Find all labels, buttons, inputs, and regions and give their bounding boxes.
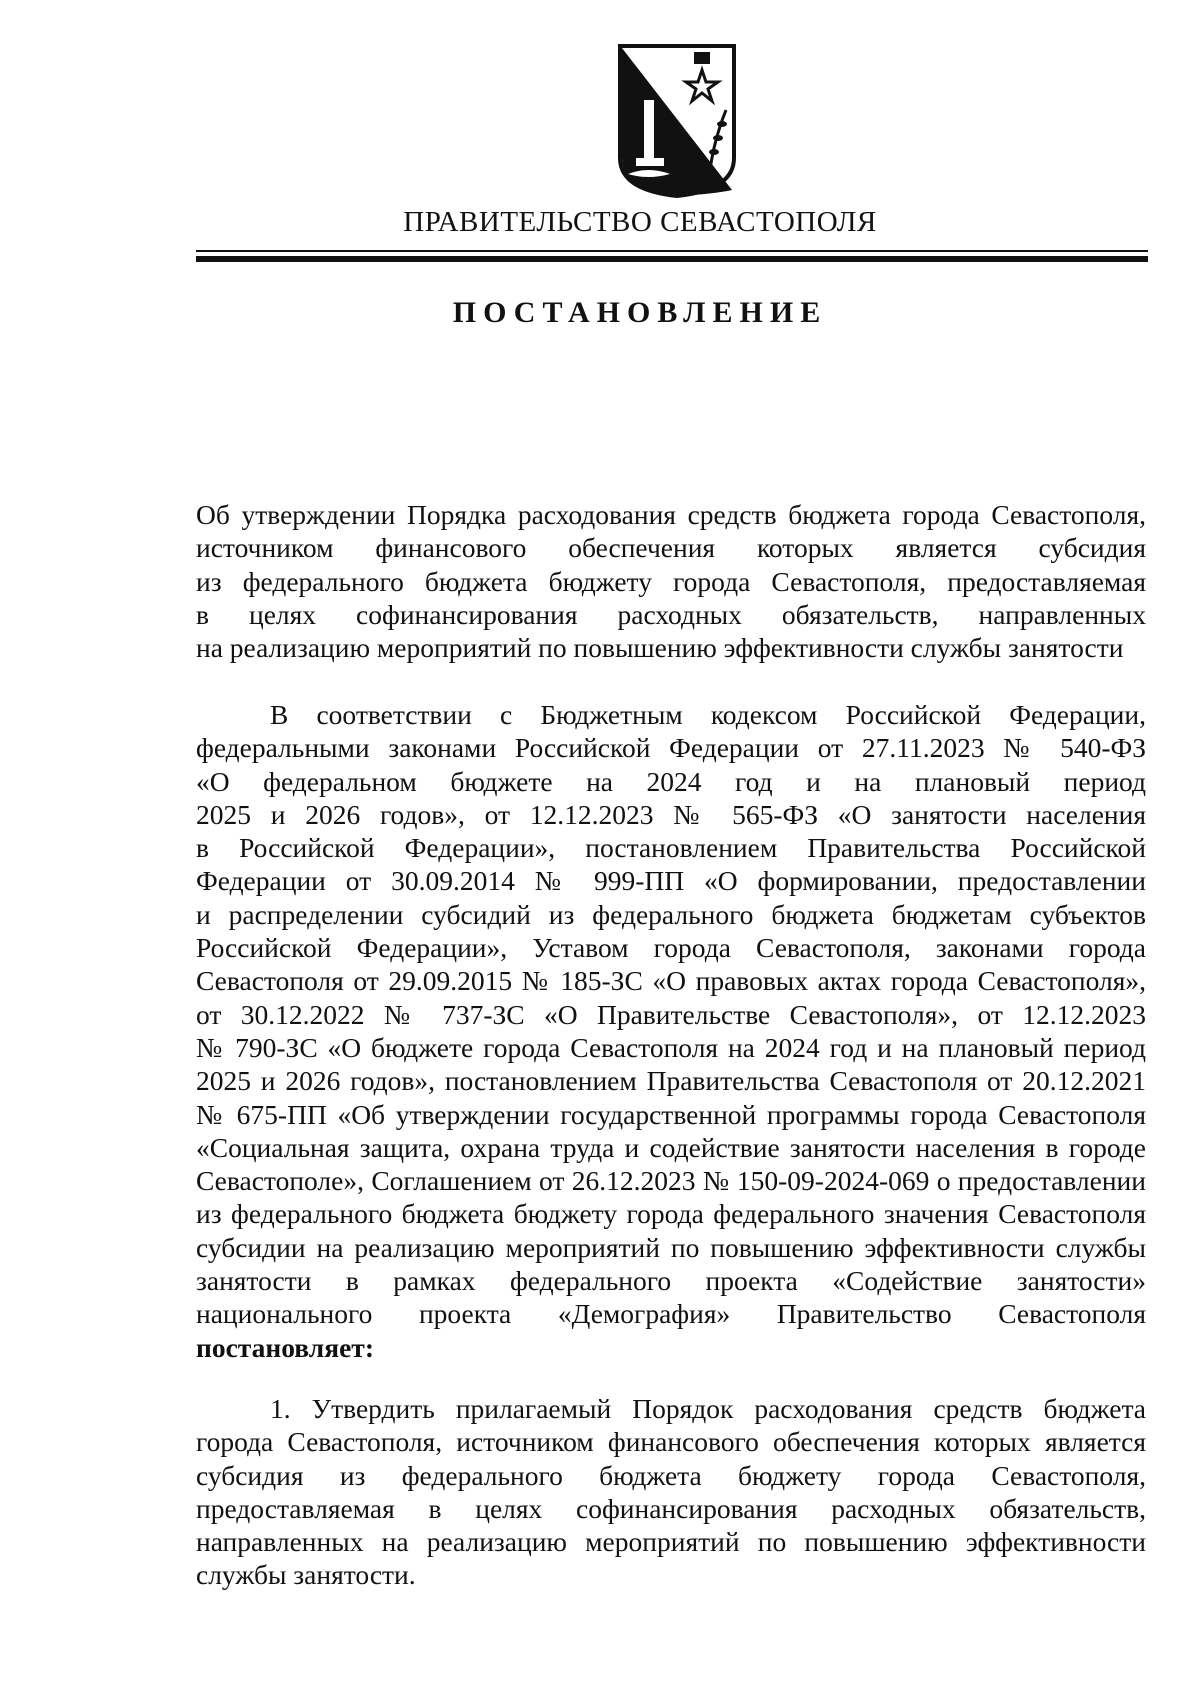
resolves-keyword: постановляет:	[196, 1331, 374, 1363]
item-line: направленных на реализацию мероприятий по повышению эффективности	[196, 1526, 1146, 1558]
header-divider	[196, 250, 1148, 264]
item-line: субсидия из федерального бюджета бюджету города Севастополя,	[196, 1459, 1146, 1491]
preamble-line: занятости в рамках федерального проекта «Содействие занятости»	[196, 1265, 1146, 1297]
preamble-line: «О федеральном бюджете на 2024 год и на плановый период	[196, 765, 1146, 797]
resolution-title	[196, 498, 1146, 664]
preamble-line: Федерации от 30.09.2014 № 999-ПП «О формировании, предоставлении	[196, 865, 1146, 897]
item-line: города Севастополя, источником финансового обеспечения которых является	[196, 1426, 1146, 1458]
resolution-item-1	[196, 1392, 1146, 1592]
title-line: в целях софинансирования расходных обязательств, направленных	[196, 598, 1146, 630]
sevastopol-coat-of-arms-icon	[614, 40, 740, 200]
preamble-line: Севастополе», Соглашением от 26.12.2023 № 150-09-2024-069 о предоставлении	[196, 1165, 1146, 1197]
preamble-line: национального проекта «Демография» Правительство Севастополя	[196, 1298, 1146, 1330]
preamble-line: «Социальная защита, охрана труда и содействие занятости населения в городе	[196, 1131, 1146, 1163]
preamble-line: от 30.12.2022 № 737-ЗС «О Правительстве Севастополя», от 12.12.2023	[196, 998, 1146, 1030]
title-line: Об утверждении Порядка расходования средств бюджета города Севастополя,	[196, 499, 1146, 530]
title-line: источником финансового обеспечения которых является субсидия	[196, 532, 1146, 564]
preamble-line: 2025 и 2026 годов», от 12.12.2023 № 565-ФЗ «О занятости населения	[196, 798, 1146, 830]
preamble-line: из федерального бюджета бюджету города федерального значения Севастополя	[196, 1198, 1146, 1230]
preamble-line: № 790-ЗС «О бюджете города Севастополя на 2024 год и на плановый период	[196, 1031, 1146, 1063]
preamble-line: № 675-ПП «Об утверждении государственной программы города Севастополя	[196, 1098, 1146, 1130]
preamble-line: 2025 и 2026 годов», постановлением Правительства Севастополя от 20.12.2021	[196, 1065, 1146, 1097]
preamble-line: субсидии на реализацию мероприятий по повышению эффективности службы	[196, 1231, 1146, 1263]
preamble-line: Севастополя от 29.09.2015 № 185-ЗС «О правовых актах города Севастополя»,	[196, 965, 1146, 997]
preamble-line: В соответствии с Бюджетным кодексом Российской Федерации,	[270, 699, 1146, 730]
preamble-line: федеральными законами Российской Федерации от 27.11.2023 № 540-ФЗ	[196, 732, 1146, 764]
preamble-line: и распределении субсидий из федерального бюджета бюджетам субъектов	[196, 898, 1146, 930]
title-line: из федерального бюджета бюджету города Севастополя, предоставляемая	[196, 565, 1146, 597]
title-line: на реализацию мероприятий по повышению эффективности службы занятости	[196, 632, 1124, 664]
preamble-paragraph	[196, 698, 1146, 1364]
item-line: службы занятости.	[196, 1559, 416, 1591]
preamble-line: Российской Федерации», Уставом города Севастополя, законами города	[196, 932, 1146, 964]
preamble-line: в Российской Федерации», постановлением Правительства Российской	[196, 832, 1146, 864]
organization-name: ПРАВИТЕЛЬСТВО СЕВАСТОПОЛЯ	[403, 206, 877, 238]
document-type-heading: ПОСТАНОВЛЕНИЕ	[452, 296, 828, 329]
item-line: 1. Утвердить прилагаемый Порядок расходования средств бюджета	[270, 1393, 1146, 1424]
item-line: предоставляемая в целях софинансирования расходных обязательств,	[196, 1492, 1146, 1524]
